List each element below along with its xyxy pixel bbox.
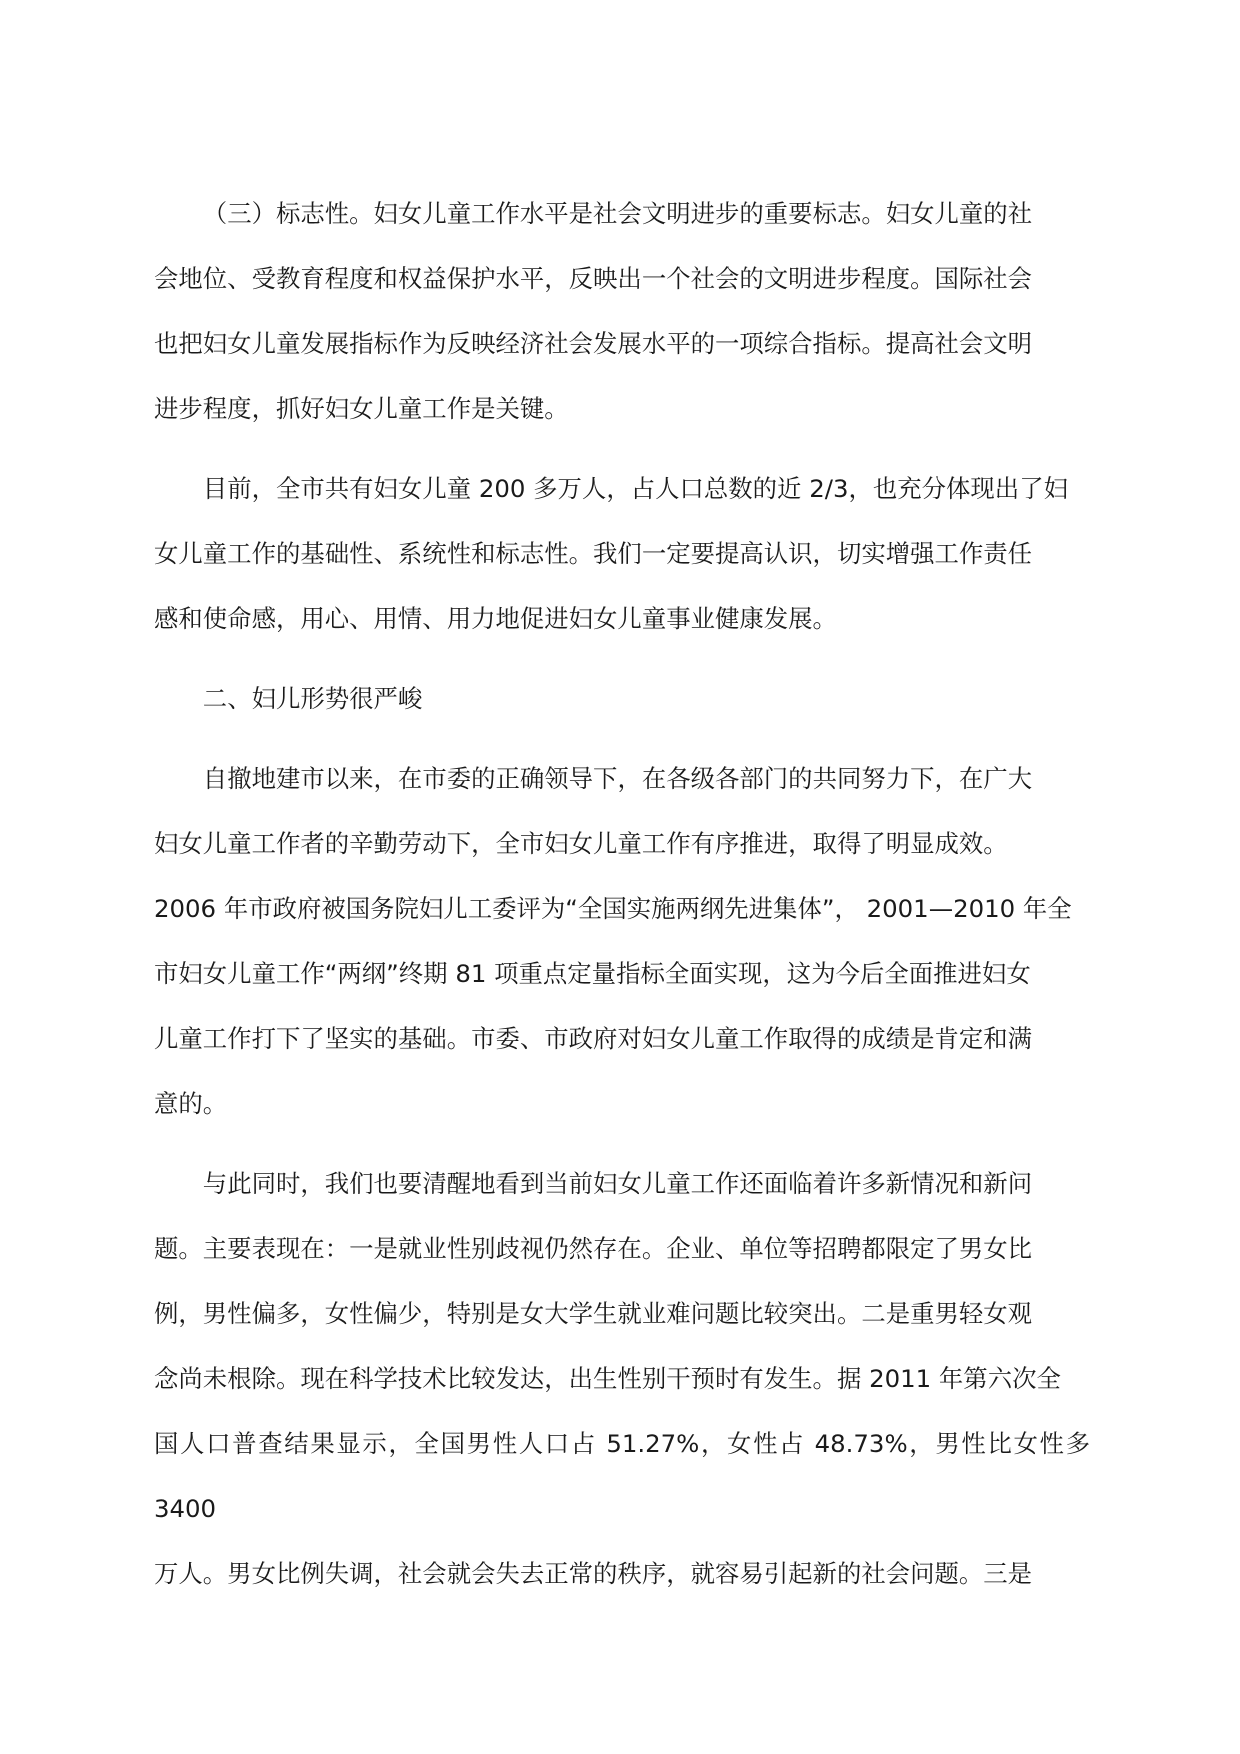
- paragraph-line: 儿童工作打下了坚实的基础。市委、市政府对妇女儿童工作取得的成绩是肯定和满: [154, 1024, 1033, 1053]
- paragraph-line: 感和使命感，用心、用情、用力地促进妇女儿童事业健康发展。: [154, 604, 837, 633]
- paragraph-line: 念尚未根除。现在科学技术比较发达，出生性别干预时有发生。据 2011 年第六次全: [154, 1364, 1061, 1393]
- paragraph-gap: [154, 1136, 1090, 1151]
- paragraph-population: [154, 456, 1090, 651]
- paragraph-line: 2006 年市政府被国务院妇儿工委评为“全国实施两纲先进集体”， 2001—2010 年全: [154, 894, 1072, 923]
- paragraph-biaozhixing: [154, 181, 1090, 441]
- paragraph-gap: [154, 441, 1090, 456]
- paragraph-line: 题。主要表现在：一是就业性别歧视仍然存在。企业、单位等招聘都限定了男女比: [154, 1234, 1033, 1263]
- paragraph-line: 市妇女儿童工作“两纲”终期 81 项重点定量指标全面实现，这为今后全面推进妇女: [154, 959, 1031, 988]
- paragraph-achievements: [154, 746, 1090, 1136]
- paragraph-line: 女儿童工作的基础性、系统性和标志性。我们一定要提高认识，切实增强工作责任: [154, 539, 1033, 568]
- paragraph-line: 会地位、受教育程度和权益保护水平，反映出一个社会的文明进步程度。国际社会: [154, 264, 1033, 293]
- paragraph-line: 万人。男女比例失调，社会就会失去正常的秩序，就容易引起新的社会问题。三是: [154, 1559, 1033, 1588]
- paragraph-line: 与此同时，我们也要清醒地看到当前妇女儿童工作还面临着许多新情况和新问: [202, 1169, 1033, 1198]
- paragraph-gap: [154, 731, 1090, 746]
- paragraph-line: 例，男性偏多，女性偏少，特别是女大学生就业难问题比较突出。二是重男轻女观: [154, 1299, 1033, 1328]
- paragraph-line: 目前，全市共有妇女儿童 200 多万人，占人口总数的近 2/3，也充分体现出了妇: [202, 474, 1068, 503]
- document-body: [154, 181, 1090, 1606]
- paragraph-line: 国人口普查结果显示，全国男性人口占 51.27%，女性占 48.73%，男性比女性多 3400: [154, 1429, 1090, 1523]
- paragraph-line: 自撤地建市以来，在市委的正确领导下，在各级各部门的共同努力下，在广大: [202, 764, 1033, 793]
- paragraph-line: 进步程度，抓好妇女儿童工作是关键。: [154, 394, 569, 423]
- paragraph-line: 妇女儿童工作者的辛勤劳动下，全市妇女儿童工作有序推进，取得了明显成效。: [154, 829, 1008, 858]
- paragraph-problems: [154, 1151, 1090, 1606]
- paragraph-line: 也把妇女儿童发展指标作为反映经济社会发展水平的一项综合指标。提高社会文明: [154, 329, 1033, 358]
- section-heading: [154, 666, 1090, 731]
- paragraph-gap: [154, 651, 1090, 666]
- paragraph-line: （三）标志性。妇女儿童工作水平是社会文明进步的重要标志。妇女儿童的社: [202, 199, 1033, 228]
- paragraph-line: 意的。: [154, 1089, 228, 1118]
- section-heading-text: 二、妇儿形势很严峻: [202, 684, 423, 713]
